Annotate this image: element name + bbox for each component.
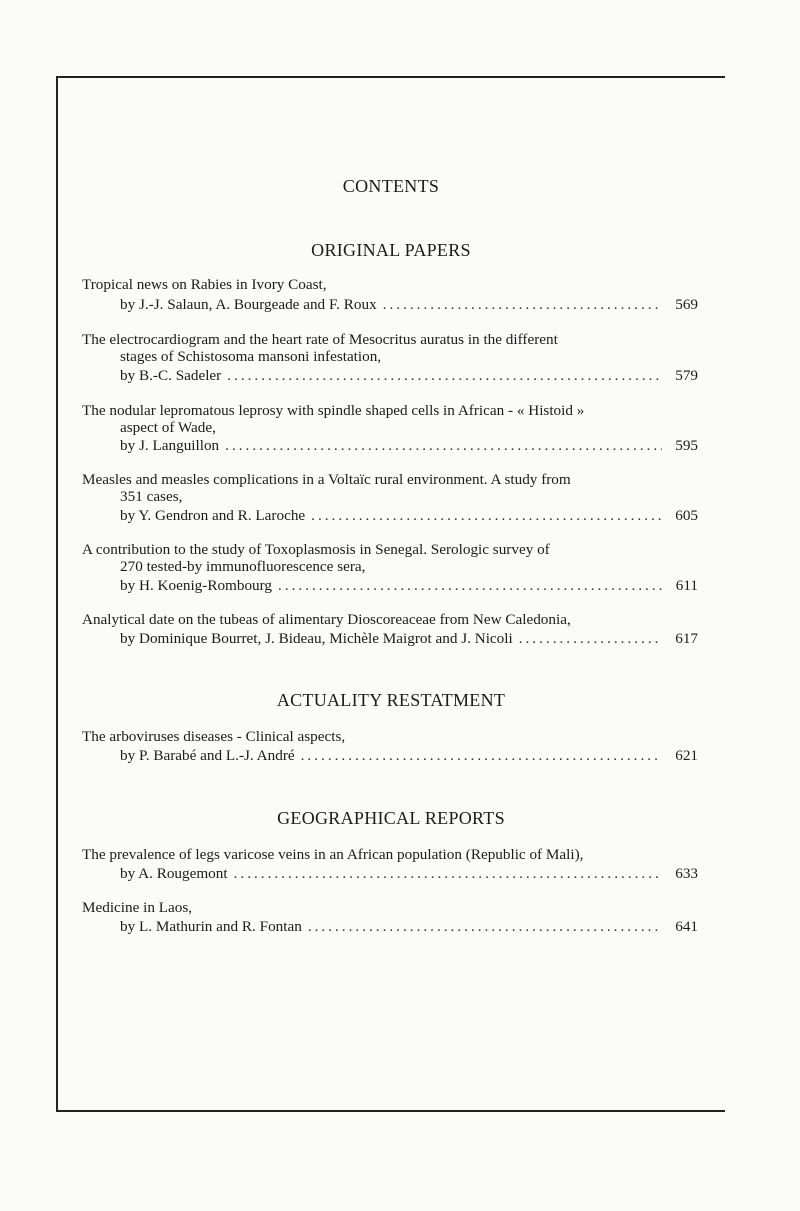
- section-heading-geographical-reports: GEOGRAPHICAL REPORTS: [277, 808, 505, 828]
- entry-page: 569: [675, 296, 698, 313]
- entry-page: 633: [675, 865, 698, 882]
- frame-left-rule: [56, 76, 58, 1112]
- entry-page: 595: [675, 437, 698, 454]
- entry-title: The arboviruses diseases - Clinical aspects,: [82, 728, 346, 745]
- toc-entry-author-row: [120, 630, 698, 650]
- entry-authors: by A. Rougemont: [120, 865, 228, 882]
- entry-authors: by B.-C. Sadeler: [120, 367, 222, 384]
- dot-leader: [383, 296, 662, 314]
- entry-title: A contribution to the study of Toxoplasmosis in Senegal. Serologic survey of: [82, 541, 550, 558]
- toc-entry-author-row: [120, 577, 698, 597]
- toc-entry-author-row: [120, 507, 698, 527]
- contents-title: CONTENTS: [342, 176, 440, 196]
- dot-leader: [519, 630, 662, 648]
- dot-leader: [225, 437, 662, 455]
- entry-title: The electrocardiogram and the heart rate of Mesocritus auratus in the different: [82, 331, 558, 348]
- entry-title: Tropical news on Rabies in Ivory Coast,: [82, 276, 327, 293]
- entry-authors: by L. Mathurin and R. Fontan: [120, 918, 302, 935]
- entry-authors: by J.-J. Salaun, A. Bourgeade and F. Roux: [120, 296, 377, 313]
- entry-title: The prevalence of legs varicose veins in an African population (Republic of Mali),: [82, 846, 584, 863]
- entry-page: 641: [675, 918, 698, 935]
- section-heading-actuality-restatment: ACTUALITY RESTATMENT: [276, 690, 506, 710]
- entry-title: Measles and measles complications in a Voltaïc rural environment. A study from: [82, 471, 571, 488]
- frame-top-rule: [56, 76, 725, 78]
- entry-page: 617: [675, 630, 698, 647]
- entry-authors: by J. Languillon: [120, 437, 220, 454]
- entry-page: 611: [675, 577, 698, 594]
- dot-leader: [308, 918, 662, 936]
- dot-leader: [234, 865, 662, 883]
- dot-leader: [311, 507, 662, 525]
- entry-title-continued: aspect of Wade,: [120, 419, 216, 436]
- entry-title: Analytical date on the tubeas of alimentary Dioscoreaceae from New Caledonia,: [82, 611, 571, 628]
- frame-bottom-rule: [56, 1110, 725, 1112]
- toc-entry-author-row: [120, 437, 698, 457]
- entry-page: 621: [675, 747, 698, 764]
- entry-authors: by Dominique Bourret, J. Bideau, Michèle Maigrot and J. Nicoli: [120, 630, 513, 647]
- entry-authors: by P. Barabé and L.-J. André: [120, 747, 295, 764]
- entry-authors: by H. Koenig-Rombourg: [120, 577, 273, 594]
- entry-title-continued: 270 tested-by immunofluorescence sera,: [120, 558, 366, 575]
- toc-entry-author-row: [120, 296, 698, 316]
- dot-leader: [301, 747, 662, 765]
- dot-leader: [278, 577, 662, 595]
- entry-authors: by Y. Gendron and R. Laroche: [120, 507, 306, 524]
- section-heading-original-papers: ORIGINAL PAPERS: [311, 240, 471, 260]
- entry-page: 579: [675, 367, 698, 384]
- entry-title-continued: stages of Schistosoma mansoni infestation,: [120, 348, 382, 365]
- toc-entry-author-row: [120, 747, 698, 767]
- dot-leader: [227, 367, 662, 385]
- entry-title-continued: 351 cases,: [120, 488, 183, 505]
- entry-title: Medicine in Laos,: [82, 899, 193, 916]
- toc-entry-author-row: [120, 367, 698, 387]
- entry-title: The nodular lepromatous leprosy with spindle shaped cells in African - « Histoid »: [82, 402, 585, 419]
- entry-page: 605: [675, 507, 698, 524]
- toc-entry-author-row: [120, 918, 698, 938]
- toc-entry-author-row: [120, 865, 698, 885]
